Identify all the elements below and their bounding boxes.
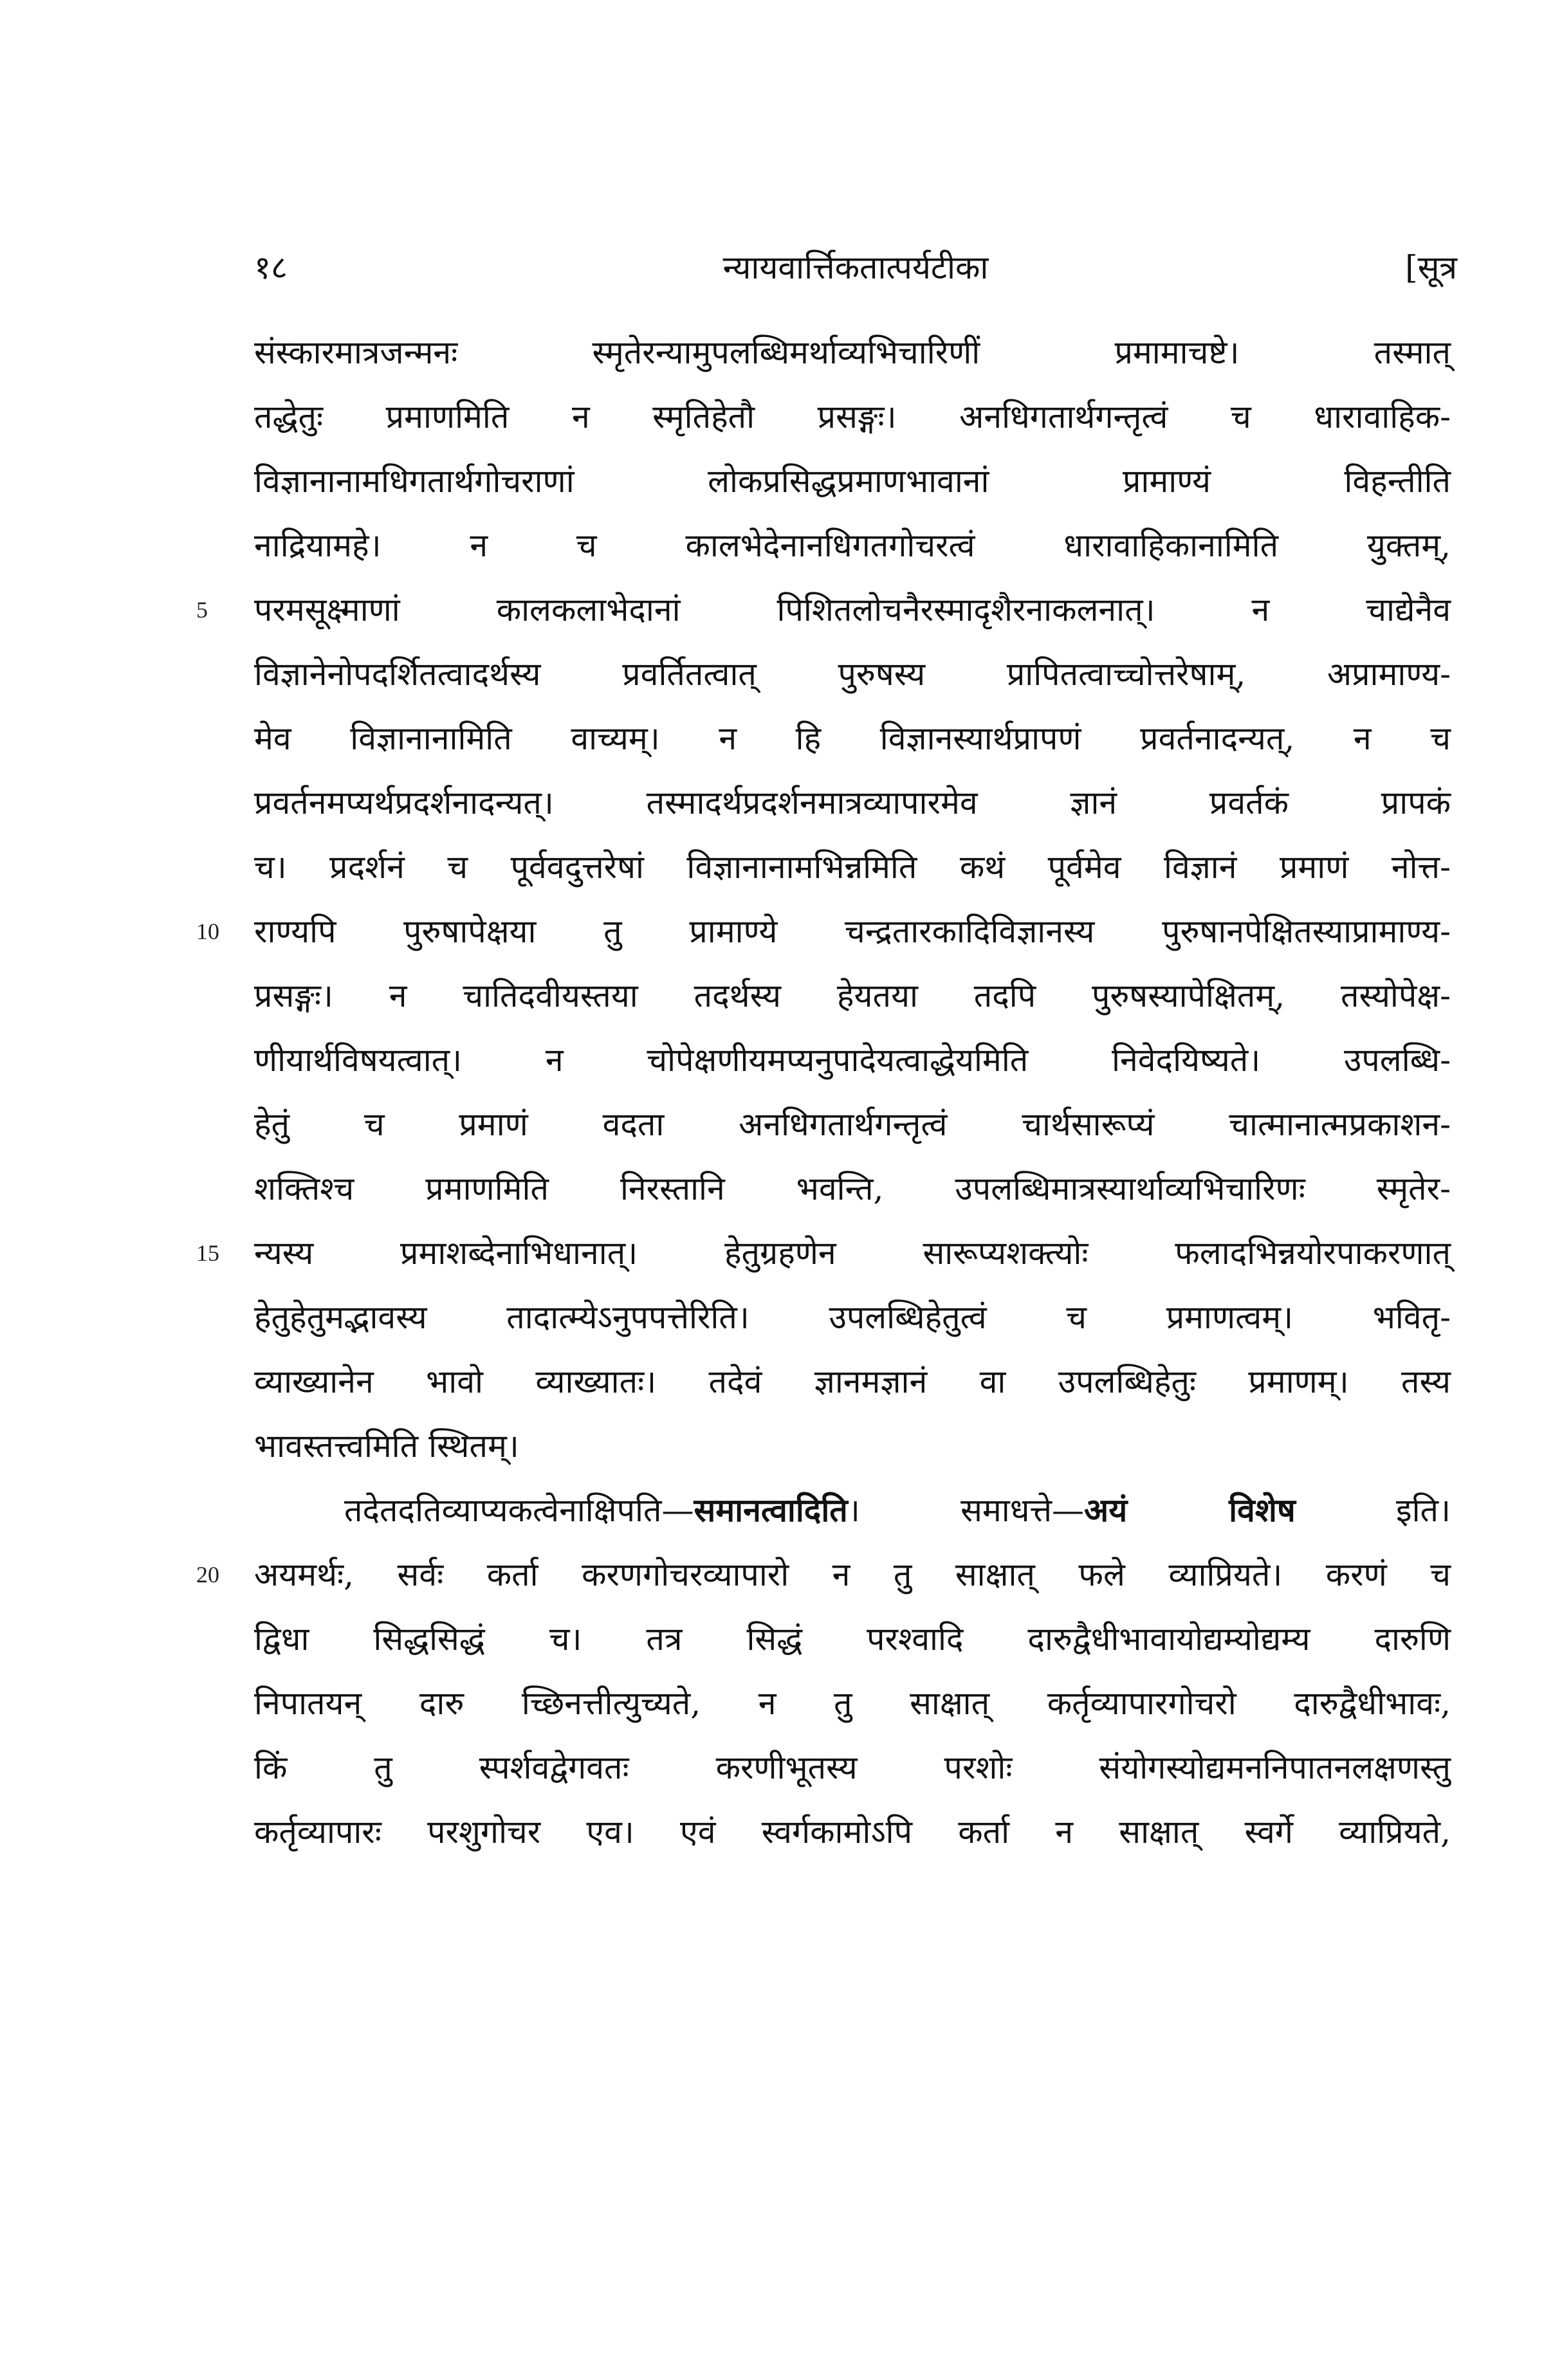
paragraph-1 bbox=[196, 320, 1451, 1478]
line-content: राण्यपि पुरुषापेक्षया तु प्रामाण्ये चन्द्रतारकादिविज्ञानस्य पुरुषानपेक्षितस्याप्रामाण्य- bbox=[254, 913, 1451, 950]
text-line bbox=[254, 1478, 1451, 1542]
line-content: मेव विज्ञानानामिति वाच्यम्। न हि विज्ञानस्यार्थप्रापणं प्रवर्तनादन्यत्, न च bbox=[254, 720, 1451, 757]
line-content: णीयार्थविषयत्वात्। न चोपेक्षणीयमप्यनुपादेयत्वाद्धेयमिति निवेदयिष्यते। उपलब्धि- bbox=[254, 1041, 1451, 1079]
text-line bbox=[254, 513, 1451, 578]
text-line bbox=[254, 835, 1451, 899]
text-line bbox=[254, 1157, 1451, 1221]
text-line bbox=[254, 1092, 1451, 1157]
line-content: विज्ञानेनोपदर्शितत्वादर्थस्य प्रवर्तितत्वात् पुरुषस्य प्रापितत्वाच्चोत्तरेषाम्, अप्रामाण्य- bbox=[254, 655, 1451, 693]
text-line bbox=[196, 1221, 1451, 1285]
quoted-term: समानत्वादिति bbox=[694, 1491, 848, 1529]
line-content: विज्ञानानामधिगतार्थगोचराणां लोकप्रसिद्धप्रमाणभावानां प्रामाण्यं विहन्तीति bbox=[254, 462, 1451, 500]
line-content: न्यस्य प्रमाशब्देनाभिधानात्। हेतुग्रहणेन सारूप्यशक्त्योः फलादभिन्नयोरपाकरणात् bbox=[254, 1234, 1451, 1272]
section-marker: [सूत्र bbox=[1405, 249, 1457, 286]
line-content: च। प्रदर्शनं च पूर्ववदुत्तरेषां विज्ञानानामभिन्नमिति कथं पूर्वमेव विज्ञानं प्रमाणं नोत्त- bbox=[254, 848, 1451, 886]
line-content: नाद्रियामहे। न च कालभेदेनानधिगतगोचरत्वं धारावाहिकानामिति युक्तम्, bbox=[254, 527, 1451, 564]
line-content: भावस्तत्त्वमिति स्थितम्। bbox=[254, 1427, 519, 1465]
line-content: संस्कारमात्रजन्मनः स्मृतेरन्यामुपलब्धिमर्थाव्यभिचारिणीं प्रमामाचष्टे। तस्मात् bbox=[254, 334, 1451, 371]
line-content-pre: तदेतदतिव्याप्यकत्वेनाक्षिपति— bbox=[344, 1492, 694, 1529]
text-line bbox=[254, 1671, 1451, 1735]
text-line bbox=[254, 706, 1451, 771]
quoted-term: अयं विशेष bbox=[1084, 1491, 1296, 1529]
text-line bbox=[196, 578, 1451, 642]
line-content: शक्तिश्च प्रमाणमिति निरस्तानि भवन्ति, उपलब्धिमात्रस्यार्थाव्यभिचारिणः स्मृतेर- bbox=[254, 1170, 1451, 1207]
line-content: हेतुहेतुमद्भावस्य तादात्म्येऽनुपपत्तेरिति। उपलब्धिहेतुत्वं च प्रमाणत्वम्। भवितृ- bbox=[254, 1299, 1451, 1336]
line-content: द्विधा सिद्धसिद्धं च। तत्र सिद्धं परश्वादि दारुद्वैधीभावायोद्यम्योद्यम्य दारुणि bbox=[254, 1620, 1451, 1658]
line-content-mid: । समाधत्ते— bbox=[847, 1492, 1085, 1529]
page-header bbox=[254, 244, 1457, 286]
text-line bbox=[254, 1028, 1451, 1092]
line-content-post: इति। bbox=[1295, 1492, 1451, 1529]
line-content: परमसूक्ष्माणां कालकलाभेदानां पिशितलोचनैरस्मादृशैरनाकलनात्। न चाद्येनैव bbox=[254, 591, 1451, 628]
line-number: 20 bbox=[196, 1562, 219, 1588]
text-line bbox=[254, 1350, 1451, 1414]
text-line bbox=[254, 385, 1451, 449]
text-line bbox=[254, 449, 1451, 513]
page-number: १८ bbox=[254, 249, 288, 286]
text-line bbox=[254, 771, 1451, 835]
line-content: प्रवर्तनमप्यर्थप्रदर्शनादन्यत्। तस्मादर्थप्रदर्शनमात्रव्यापारमेव ज्ञानं प्रवर्तकं प्रापकं bbox=[254, 784, 1451, 821]
line-number: 10 bbox=[196, 919, 219, 944]
text-line bbox=[254, 320, 1451, 385]
line-content: निपातयन् दारु च्छिनत्तीत्युच्यते, न तु साक्षात् कर्तृव्यापारगोचरो दारुद्वैधीभावः, bbox=[254, 1685, 1451, 1722]
line-content: किं तु स्पर्शवद्वेगवतः करणीभूतस्य परशोः संयोगस्योद्यमननिपातनलक्षणस्तु bbox=[254, 1749, 1451, 1786]
line-number: 15 bbox=[196, 1240, 219, 1266]
line-content: व्याख्यानेन भावो व्याख्यातः। तदेवं ज्ञानमज्ञानं वा उपलब्धिहेतुः प्रमाणम्। तस्य bbox=[254, 1363, 1451, 1400]
text-line bbox=[254, 1800, 1451, 1864]
line-number: 5 bbox=[196, 597, 208, 623]
text-line bbox=[254, 964, 1451, 1028]
text-line bbox=[254, 1607, 1451, 1671]
text-line bbox=[254, 1735, 1451, 1800]
text-line bbox=[254, 642, 1451, 706]
line-content: हेतुं च प्रमाणं वदता अनधिगतार्थगन्तृत्वं चार्थसारूप्यं चात्मानात्मप्रकाशन- bbox=[254, 1106, 1451, 1143]
paragraph-2 bbox=[196, 1478, 1451, 1864]
line-content: अयमर्थः, सर्वः कर्ता करणगोचरव्यापारो न तु साक्षात् फले व्याप्रियते। करणं च bbox=[254, 1556, 1451, 1593]
line-content: प्रसङ्गः। न चातिदवीयस्तया तदर्थस्य हेयतया तदपि पुरुषस्यापेक्षितम्, तस्योपेक्ष- bbox=[254, 977, 1451, 1014]
text-line bbox=[254, 1414, 1451, 1478]
text-line bbox=[254, 1285, 1451, 1350]
running-title: न्यायवार्त्तिकतात्पर्यटीका bbox=[722, 249, 989, 286]
text-line bbox=[196, 1542, 1451, 1607]
line-content: कर्तृव्यापारः परशुगोचर एव। एवं स्वर्गकामोऽपि कर्ता न साक्षात् स्वर्गे व्याप्रियते, bbox=[254, 1813, 1451, 1851]
text-line bbox=[196, 899, 1451, 964]
line-content: तद्धेतुः प्रमाणमिति न स्मृतिहेतौ प्रसङ्गः। अनधिगतार्थगन्तृत्वं च धारावाहिक- bbox=[254, 398, 1451, 435]
body-text bbox=[196, 320, 1451, 1864]
